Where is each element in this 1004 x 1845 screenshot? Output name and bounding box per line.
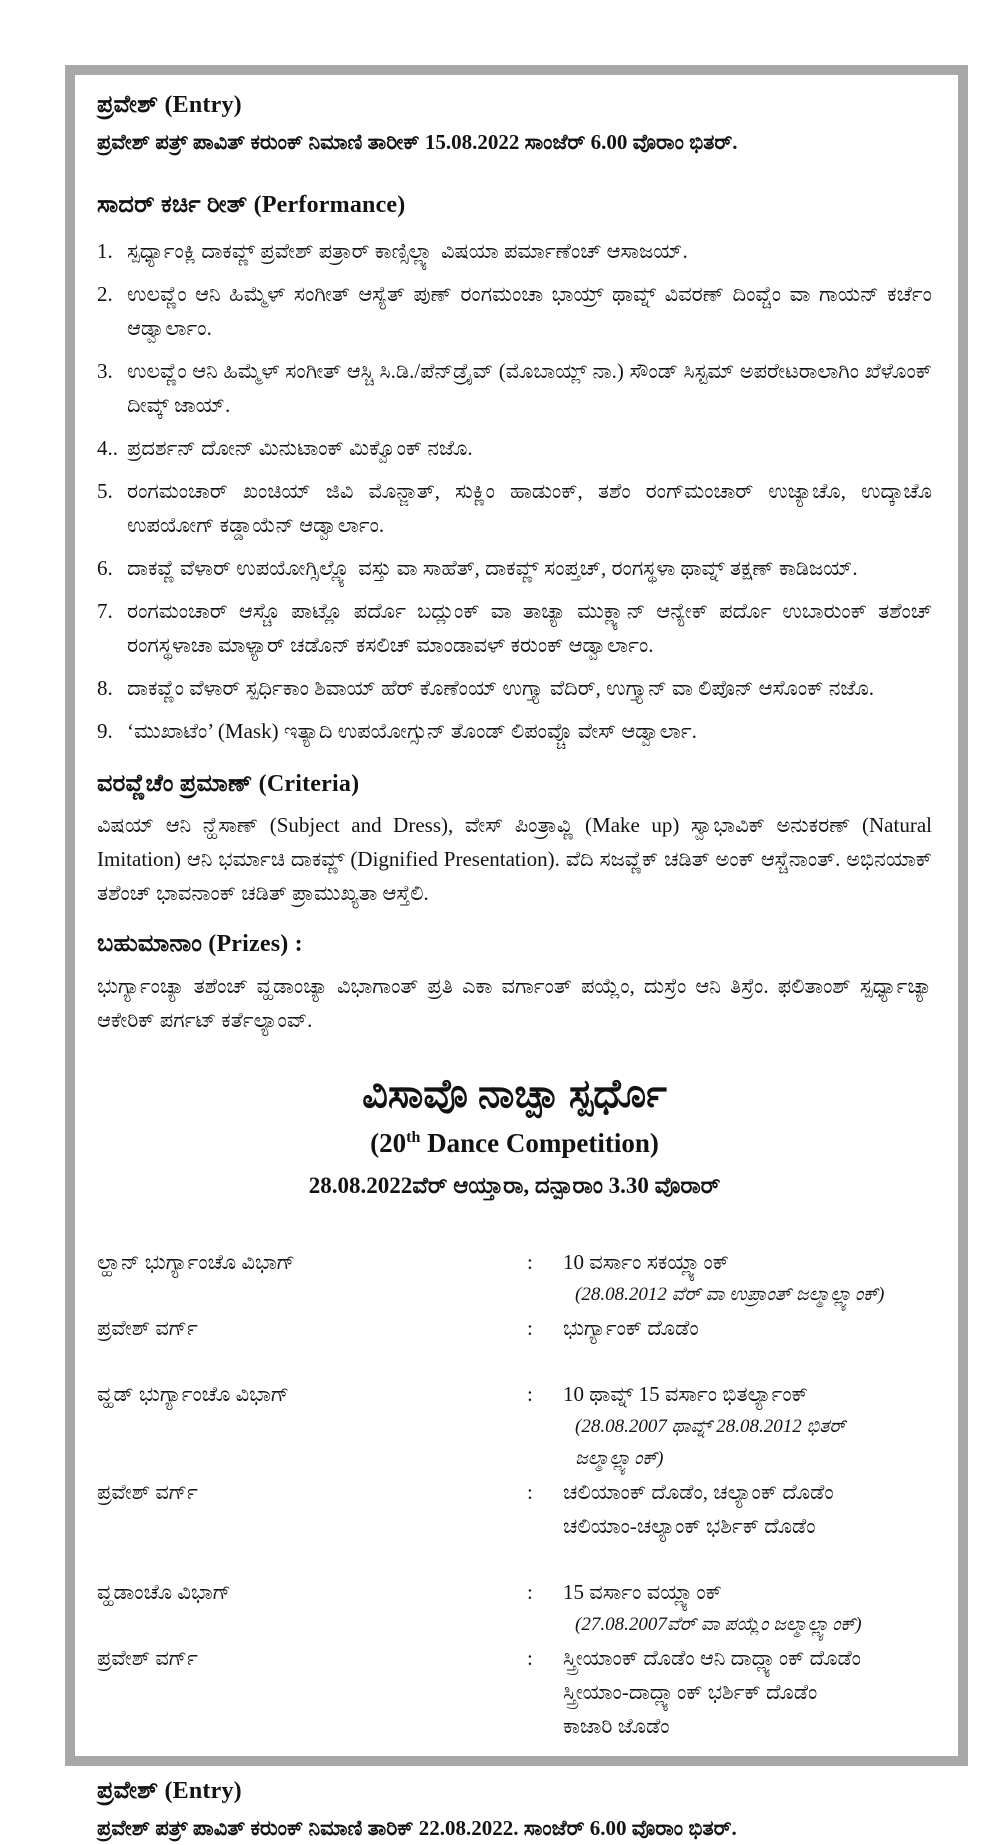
entry-class-label: ಪ್ರವೇಶ್ ವರ್ಗ್ bbox=[97, 1479, 198, 1504]
entry-class-value: ಭುರ್ಗ್ಯಾಂಕ್ ದೊಡೆಂ bbox=[563, 1315, 699, 1340]
entry-class-extra-row bbox=[97, 1709, 932, 1743]
section-entry-bottom bbox=[97, 1775, 932, 1845]
colon-separator: : bbox=[527, 1249, 533, 1274]
performance-rule-list bbox=[97, 234, 932, 748]
rule-number: 1. bbox=[97, 238, 113, 263]
rule-number: 2. bbox=[97, 281, 113, 306]
colon-separator: : bbox=[527, 1381, 533, 1406]
rule-item bbox=[97, 551, 932, 585]
category-group-older-children bbox=[97, 1377, 932, 1543]
category-note-row bbox=[97, 1411, 932, 1475]
entry-class-row bbox=[97, 1641, 932, 1675]
category-label: ಲ್ಹಾನ್ ಭುರ್ಗ್ಯಾಂಚೊ ವಿಭಾಗ್ bbox=[97, 1249, 295, 1274]
performance-heading: ಸಾದರ್ ಕರ್ಚಿ ರೀತ್ (Performance) bbox=[97, 192, 406, 219]
entry-class-row bbox=[97, 1475, 932, 1509]
rule-text: ಪ್ರದರ್ಶನ್ ದೋನ್ ಮಿನುಟಾಂಕ್ ಮಿಕ್ವೊಂಕ್ ನಜೊ. bbox=[127, 435, 473, 460]
entry-class-value: ಚಲಿಯಾಂ-ಚಲ್ಯಾಂಕ್ ಭರ್ಶಿಕ್ ದೊಡೆಂ bbox=[563, 1513, 816, 1538]
rule-number: 6. bbox=[97, 555, 113, 580]
section-prizes bbox=[97, 928, 932, 1036]
subtitle-ordinal-suffix: th bbox=[406, 1128, 421, 1146]
rule-number: 3. bbox=[97, 358, 113, 383]
rule-item bbox=[97, 594, 932, 662]
competition-subtitle bbox=[97, 1127, 932, 1159]
rule-text: ರಂಗಮಂಚಾರ್ ಖಂಚಿಯ್ ಜಿವಿ ಮೊನ್ಜಾತ್, ಸುಕ್ಣಿಂ ಹಾಡುಂಕ್, ತಶೆಂ ರಂಗ್‌ಮಂಚಾರ್ ಉಜ್ಯಾಚೊ, ಉದ್ಕಾಚೊ ಉಪಯೋಗ್ ಕಡ್ಡಾಯೆನ್ ಆಡ್ವಾರ್ಲಾಂ. bbox=[127, 478, 932, 537]
colon-separator: : bbox=[527, 1479, 533, 1504]
rule-item bbox=[97, 671, 932, 705]
competition-title: ವಿಸಾವೊ ನಾಚ್ಪಾ ಸ್ಪರ್ಧೊ bbox=[362, 1070, 667, 1116]
entry-class-label: ಪ್ರವೇಶ್ ವರ್ಗ್ bbox=[97, 1645, 198, 1670]
rule-text: ರಂಗಮಂಚಾರ್ ಆಸ್ಚೊ ಪಾಟ್ಲೊ ಪರ್ದೊ ಬದ್ಲುಂಕ್ ವಾ ತಾಚ್ಯಾ ಮುಕ್ಲ್ಯಾನ್ ಆನ್ಯೇಕ್ ಪರ್ದೊ ಉಬಾರುಂಕ್ ತಶೆಂಚ್ ರಂಗಸ್ಥಳಾಚಾ ಮಾಳ್ಯಾರ್ ಚಡೊನ್ ಕಸಲಿಚ್ ಮಾಂಡಾವಳ್ ಕರುಂಕ್ ಆಡ್ವಾರ್ಲಾಂ. bbox=[127, 598, 932, 657]
entry-top-heading: ಪ್ರವೇಶ್ (Entry) bbox=[97, 92, 242, 118]
category-group-adults bbox=[97, 1575, 932, 1743]
criteria-text: ವಿಷಯ್ ಆನಿ ನ್ಹೆಸಾಣ್ (Subject and Dress), ವೇಸ್ ಪಿಂತ್ರಾವ್ಣಿ (Make up) ಸ್ವಾಭಾವಿಕ್ ಅನುಕರಣ್ (Natural Imitation) ಆನಿ ಭರ್ಮಾಚಿ ದಾಕವ್ಣ್ (Dignified Presentation). ವೆದಿ ಸಜವ್ಣೆಕ್ ಚಡಿತ್ ಅಂಕ್ ಆಸ್ಚೆನಾಂತ್. ಅಭಿನಯಾಕ್ ತಶೆಂಚ್ ಭಾವನಾಂಕ್ ಚಡಿತ್ ಪ್ರಾಮುಖ್ಯತಾ ಆಸ್ತೆಲಿ. bbox=[97, 813, 932, 906]
entry-class-extra-row bbox=[97, 1509, 932, 1543]
entry-class-value: ಸ್ತ್ರೀಯಾಂಕ್ ದೊಡೆಂ ಆನಿ ದಾದ್ಲ್ಯಾಂಕ್ ದೊಡೆಂ bbox=[563, 1645, 861, 1670]
colon-separator: : bbox=[527, 1579, 533, 1604]
colon-separator: : bbox=[527, 1645, 533, 1670]
document-frame bbox=[65, 65, 968, 1841]
category-note-row bbox=[97, 1609, 932, 1641]
entry-bottom-deadline-text: ಪ್ರವೇಶ್ ಪತ್ರ್ ಪಾವಿತ್ ಕರುಂಕ್ ನಿಮಾಣಿ ತಾರಿಕ್ 22.08.2022. ಸಾಂಜೆರ್ 6.00 ವೊರಾಂ ಭಿತರ್. bbox=[97, 1816, 737, 1841]
rule-text: ದಾಕವ್ಣೆಂ ವೆಳಾರ್ ಸ್ಪರ್ಧಿಕಾಂ ಶಿವಾಯ್ ಹೆರ್ ಕೊಣೆಂಯ್ ಉಗ್ತ್ಯಾ ವೆದಿರ್, ಉಗ್ತ್ಯಾನ್ ವಾ ಲಿಪೊನ್ ಆಸೊಂಕ್ ನಜೊ. bbox=[127, 675, 875, 700]
entry-class-value: ಸ್ತ್ರೀಯಾಂ-ದಾದ್ಲ್ಯಾಂಕ್ ಭರ್ಶಿಕ್ ದೊಡೆಂ bbox=[563, 1679, 818, 1704]
category-row bbox=[97, 1377, 932, 1411]
entry-class-value: ಚಲಿಯಾಂಕ್ ದೊಡೆಂ, ಚಲ್ಯಾಂಕ್ ದೊಡೆಂ bbox=[563, 1479, 834, 1504]
rule-item bbox=[97, 234, 932, 268]
rule-item bbox=[97, 714, 932, 748]
category-birthdate-note: (28.08.2012 ವೆರ್ ವಾ ಉಪ್ರಾಂತ್ ಜಲ್ಮಾಲ್ಲ್ಯಾಂಕ್) bbox=[575, 1283, 885, 1305]
section-categories bbox=[97, 1245, 932, 1743]
entry-top-deadline-text: ಪ್ರವೇಶ್ ಪತ್ರ್ ಪಾವಿತ್ ಕರುಂಕ್ ನಿಮಾಣಿ ತಾರೀಕ್ 15.08.2022 ಸಾಂಜೆರ್ 6.00 ವೊರಾಂ ಭಿತರ್. bbox=[97, 130, 738, 155]
prizes-text: ಭುರ್ಗ್ಯಾಂಚ್ಯಾ ತಶೆಂಚ್ ವ್ಹಡಾಂಚ್ಯಾ ವಿಭಾಗಾಂತ್ ಪ್ರತಿ ಎಕಾ ವರ್ಗಾಂತ್ ಪಯ್ಲೆಂ, ದುಸ್ರೆಂ ಆನಿ ತಿಸ್ರೆಂ. ಫಲಿತಾಂಶ್ ಸ್ಪರ್ಧ್ಯಾಚ್ಯಾ ಆಕೇರಿಕ್ ಪರ್ಗಟ್ ಕರ್ತೆಲ್ಯಾಂವ್. bbox=[97, 973, 932, 1032]
rule-text: ಉಲವ್ಣೆಂ ಆನಿ ಹಿಮ್ಮೆಳ್ ಸಂಗೀತ್ ಆಸ್ಯೆತ್ ಪುಣ್ ರಂಗಮಂಚಾ ಭಾಯ್ರ್ ಥಾವ್ನ್ ವಿವರಣ್ ದಿಂವ್ಚೆಂ ವಾ ಗಾಯನ್ ಕರ್ಚೆಂ ಆಡ್ವಾರ್ಲಾಂ. bbox=[127, 281, 932, 340]
rule-item bbox=[97, 277, 932, 345]
category-group-small-children bbox=[97, 1245, 932, 1345]
rule-item bbox=[97, 431, 932, 465]
category-row bbox=[97, 1575, 932, 1609]
category-value: 10 ಥಾವ್ನ್ 15 ವರ್ಸಾಂ ಭಿತರ್ಲ್ಯಾಂಕ್ bbox=[563, 1381, 808, 1406]
rule-number: 4.. bbox=[97, 435, 118, 460]
entry-class-label: ಪ್ರವೇಶ್ ವರ್ಗ್ bbox=[97, 1315, 198, 1340]
subtitle-rest: Dance Competition) bbox=[420, 1127, 659, 1158]
category-birthdate-note: (28.08.2007 ಥಾವ್ನ್ 28.08.2012 ಭಿತರ್ ಜಲ್ಮಾಲ್ಲ್ಯಾಂಕ್) bbox=[575, 1415, 846, 1469]
entry-bottom-heading: ಪ್ರವೇಶ್ (Entry) bbox=[97, 1777, 242, 1804]
category-label: ವ್ಹಡಾಂಚೊ ವಿಭಾಗ್ bbox=[97, 1579, 231, 1604]
competition-date-line: 28.08.2022ವೆರ್ ಆಯ್ತಾರಾ, ದನ್ಪಾರಾಂ 3.30 ವೊರಾರ್ bbox=[308, 1172, 721, 1198]
category-label: ವ್ಹಡ್ ಭುರ್ಗ್ಯಾಂಚೊ ವಿಭಾಗ್ bbox=[97, 1381, 290, 1406]
rule-item bbox=[97, 354, 932, 422]
rule-text: ದಾಕವ್ಣೆ ವೆಳಾರ್ ಉಪಯೋಗ್ಸಿಲ್ಲ್ಯೊ ವಸ್ತು ವಾ ಸಾಹೆತ್, ದಾಕವ್ಣ್ ಸಂಪ್ತಚ್, ರಂಗಸ್ಥಳಾ ಥಾವ್ನ್ ತಕ್ಷಣ್ ಕಾಡಿಜಯ್. bbox=[127, 555, 858, 580]
section-criteria bbox=[97, 768, 932, 910]
rule-number: 8. bbox=[97, 675, 113, 700]
rule-text: ಸ್ಪರ್ಧ್ಯಾಂಕ್ಲಿ ದಾಕವ್ಣ್ ಪ್ರವೇಶ್ ಪತ್ರಾರ್ ಕಾಣ್ಸಿಲ್ಲ್ಯಾ ವಿಷಯಾ ಪರ್ಮಾಣೆಂಚ್ ಆಸಾಜಯ್. bbox=[127, 238, 688, 263]
criteria-heading: ವರವ್ಣೆಚೆಂ ಪ್ರಮಾಣ್ (Criteria) bbox=[97, 770, 360, 797]
colon-separator: : bbox=[527, 1315, 533, 1340]
category-birthdate-note: (27.08.2007ವೆರ್ ವಾ ಪಯ್ಲೆಂ ಜಲ್ಮಾಲ್ಲ್ಯಾಂಕ್) bbox=[575, 1613, 862, 1635]
category-row bbox=[97, 1245, 932, 1279]
category-value: 15 ವರ್ಸಾಂ ವಯ್ಲ್ಯಾಂಕ್ bbox=[563, 1579, 722, 1604]
rule-number: 5. bbox=[97, 478, 113, 503]
rule-text: ‘ಮುಖಾಟೆಂ’ (Mask) ಇತ್ಯಾದಿ ಉಪಯೋಗ್ಸುನ್ ತೊಂಡ್ ಲಿಪಂವ್ಚೊ ವೇಸ್ ಆಡ್ವಾರ್ಲಾ. bbox=[127, 718, 697, 743]
section-competition-title bbox=[97, 1069, 932, 1201]
rule-text: ಉಲವ್ಣೆಂ ಆನಿ ಹಿಮ್ಮೆಳ್ ಸಂಗೀತ್ ಆಸ್ಚಿ ಸಿ.ಡಿ./ಪೆನ್‌ಡ್ರೈವ್ (ಮೊಬಾಯ್ಲ್ ನಾ.) ಸೌಂಡ್ ಸಿಸ್ಟಮ್ ಅಪರೇಟರಾಲಾಗಿಂ ಖೆಳೊಂಕ್ ದೀವ್ಕ್ ಜಾಯ್. bbox=[127, 358, 932, 417]
entry-class-extra-row bbox=[97, 1675, 932, 1709]
rule-number: 9. bbox=[97, 718, 113, 743]
category-value: 10 ವರ್ಸಾಂ ಸಕಯ್ಲ್ಯಾಂಕ್ bbox=[563, 1249, 730, 1274]
section-entry-top bbox=[97, 89, 932, 159]
entry-class-value: ಕಾಜಾರಿ ಜೊಡೆಂ bbox=[563, 1713, 670, 1738]
subtitle-open: (20 bbox=[370, 1127, 407, 1158]
category-note-row bbox=[97, 1279, 932, 1311]
entry-class-row bbox=[97, 1311, 932, 1345]
prizes-heading: ಬಹುಮಾನಾಂ (Prizes) : bbox=[97, 931, 303, 958]
section-performance bbox=[97, 189, 932, 747]
rule-number: 7. bbox=[97, 598, 113, 623]
rule-item bbox=[97, 474, 932, 542]
